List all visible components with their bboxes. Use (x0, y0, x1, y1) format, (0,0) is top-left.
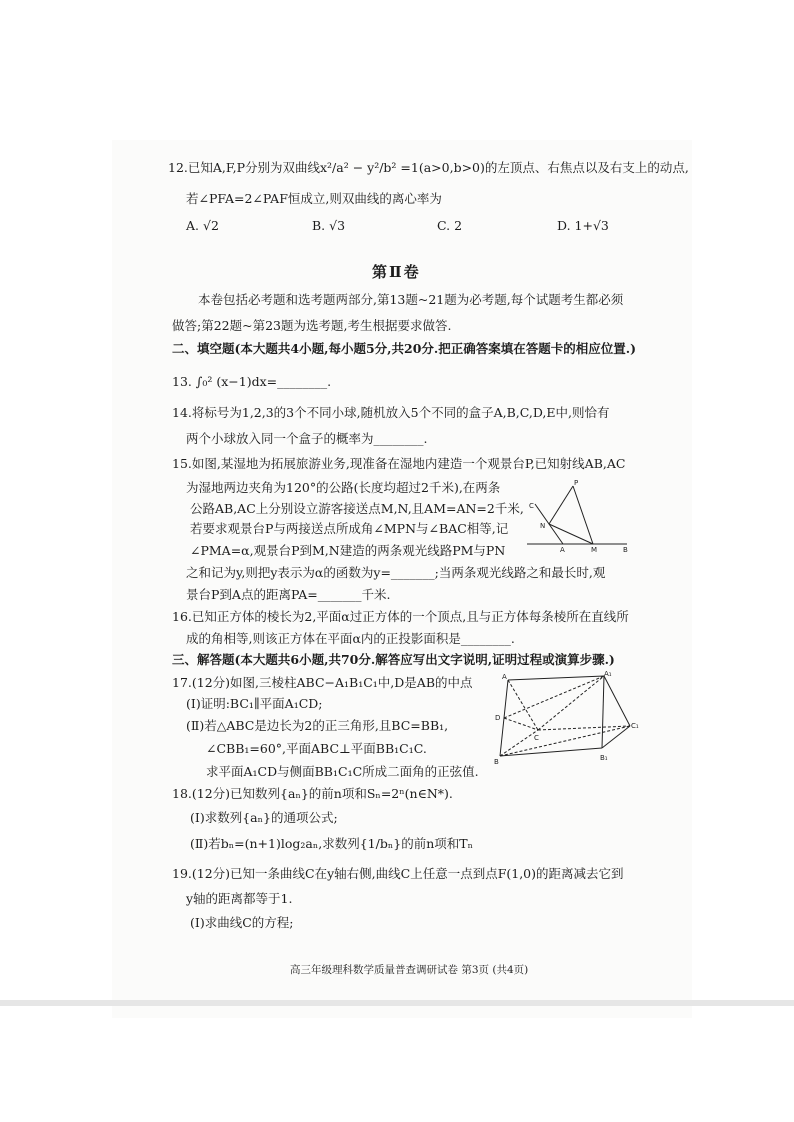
q13: 13. ∫₀² (x−1)dx=________. (172, 374, 332, 389)
q17-segment-da1 (504, 676, 604, 718)
q17-line3: (Ⅱ)若△ABC是边长为2的正三角形,且BC=BB₁, (186, 718, 449, 733)
q17-edge-bc (500, 730, 538, 756)
q15-segment-pm (573, 486, 593, 544)
q18-line2: (Ⅰ)求数列{aₙ}的通项公式; (190, 810, 338, 825)
page-edge (0, 1000, 794, 1006)
q15-label-b: B (623, 546, 628, 552)
q15-label-c: C (529, 502, 534, 510)
q17-edge-a1b1 (602, 676, 604, 748)
q17-label-a1: A₁ (604, 670, 612, 678)
q17-segment-ca1 (538, 676, 604, 730)
q15-label-p: P (574, 479, 579, 487)
q17-line2: (Ⅰ)证明:BC₁∥平面A₁CD; (186, 696, 323, 711)
q15-line6: 之和记为y,则把y表示为α的函数为y=_______;当两条观光线路之和最长时,观 (186, 565, 606, 580)
q17-label-d: D (495, 714, 501, 722)
q12-line1: 12.已知A,F,P分别为双曲线x²/a² − y²/b² =1(a>0,b>0)的左顶点、右焦点以及右支上的动点, (168, 160, 689, 175)
q19-line2: y轴的距离都等于1. (186, 891, 293, 906)
q18-line3: (Ⅱ)若bₙ=(n+1)log₂aₙ,求数列{1/bₙ}的前n项和Tₙ (190, 836, 474, 851)
q15-figure (522, 478, 632, 552)
q15-line7: 景台P到A点的距离PA=_______千米. (186, 587, 391, 602)
q15-label-m: M (591, 546, 598, 552)
q14-line2: 两个小球放入同一个盒子的概率为________. (186, 431, 428, 446)
q15-label-a: A (560, 546, 565, 552)
q16-line2: 成的角相等,则该正方体在平面α内的正投影面积是________. (186, 631, 515, 646)
q15-line5: ∠PMA=α,观景台P到M,N建造的两条观光线路PM与PN (190, 543, 506, 558)
section-intro-2: 做答;第22题~第23题为选考题,考生根据要求做答. (172, 318, 452, 333)
q19-line3: (Ⅰ)求曲线C的方程; (190, 915, 294, 930)
q17-label-a: A (502, 673, 507, 681)
q18-line1: 18.(12分)已知数列{aₙ}的前n项和Sₙ=2ⁿ(n∈N*). (172, 786, 453, 801)
q19-line1: 19.(12分)已知一条曲线C在y轴右侧,曲线C上任意一点到点F(1,0)的距离减去它到 (172, 866, 624, 881)
q15-line4: 若要求观景台P与两接送点所成角∠MPN与∠BAC相等,记 (190, 521, 509, 536)
q17-edge-b1c1 (602, 726, 630, 748)
fill-in-header: 二、填空题(本大题共4小题,每小题5分,共20分.把正确答案填在答题卡的相应位置.) (172, 341, 637, 356)
q15-segment-pn (549, 486, 573, 524)
section-intro-1: 本卷包括必考题和选考题两部分,第13题~21题为必考题,每个试题考生都必须 (198, 292, 624, 307)
q17-edge-cc1 (538, 726, 630, 730)
solution-header: 三、解答题(本大题共6小题,共70分.解答应写出文字说明,证明过程或演算步骤.) (172, 652, 615, 667)
q17-label-b: B (494, 758, 499, 766)
q12-option-c: C. 2 (437, 218, 463, 233)
q17-edge-ac (508, 680, 538, 730)
q17-label-b1: B₁ (600, 754, 608, 762)
q17-edge-aa1 (508, 676, 604, 680)
q17-line5: 求平面A₁CD与侧面BB₁C₁C所成二面角的正弦值. (206, 764, 479, 779)
q12-option-b: B. √3 (312, 218, 346, 233)
q15-line2: 为湿地两边夹角为120°的公路(长度均超过2千米),在两条 (186, 480, 501, 495)
q17-label-c: C (534, 734, 539, 742)
q17-prism-figure (494, 670, 640, 766)
page-footer: 高三年级理科数学质量普查调研试卷 第3页 (共4页) (290, 964, 529, 976)
q12-line2: 若∠PFA=2∠PAF恒成立,则双曲线的离心率为 (186, 191, 442, 206)
q15-line1: 15.如图,某湿地为拓展旅游业务,现准备在湿地内建造一个观景台P,已知射线AB,AC (172, 456, 626, 471)
q17-line4: ∠CBB₁=60°,平面ABC⊥平面BB₁C₁C. (206, 741, 427, 756)
section-title: 第Ⅱ卷 (372, 263, 421, 281)
q15-line3: 公路AB,AC上分别设立游客接送点M,N,且AM=AN=2千米, (190, 501, 524, 516)
q17-segment-dc (504, 718, 538, 730)
q12-option-d: D. 1+√3 (557, 218, 609, 233)
q12-option-a: A. √2 (186, 218, 219, 233)
q16-line1: 16.已知正方体的棱长为2,平面α过正方体的一个顶点,且与正方体每条棱所在直线所 (172, 609, 629, 624)
q17-line1: 17.(12分)如图,三棱柱ABC−A₁B₁C₁中,D是AB的中点 (172, 675, 473, 690)
q17-label-c1: C₁ (631, 722, 639, 730)
q17-edge-a1c1 (604, 676, 630, 726)
q14-line1: 14.将标号为1,2,3的3个不同小球,随机放入5个不同的盒子A,B,C,D,E中,则恰有 (172, 405, 610, 420)
q15-label-n: N (540, 522, 546, 530)
